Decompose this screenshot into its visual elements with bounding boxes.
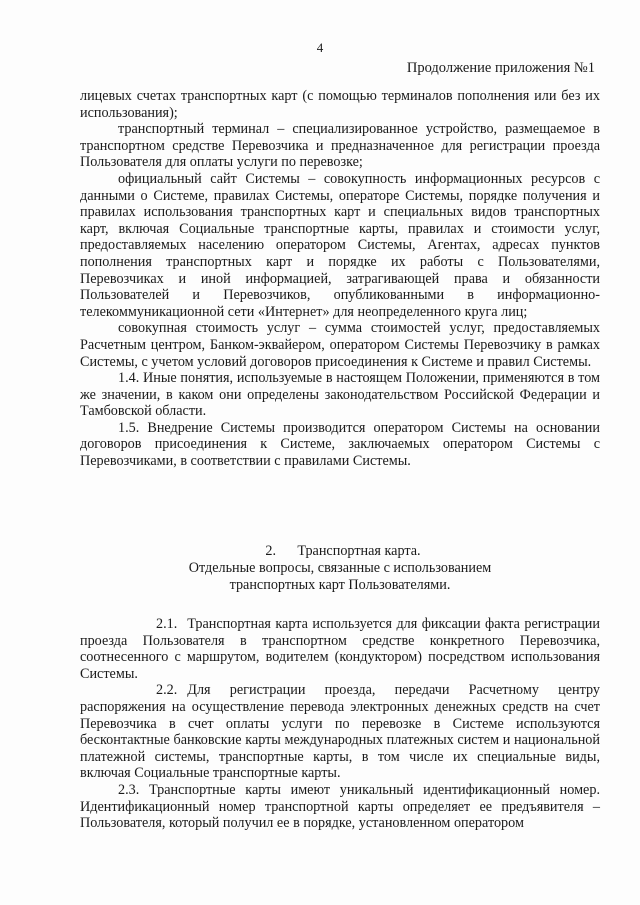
clause-number: 2.3. — [118, 781, 140, 798]
section-2-title-line1 — [80, 543, 600, 560]
clause-number: 2.1. — [156, 616, 178, 632]
appendix-continuation-note: Продолжение приложения №1 — [406, 60, 595, 76]
clause-text: Транспортные карты имеют уникальный идентификационный номер. Идентификационный номер транспортной карты определяет ее предъявителя – Пользователя, который получил ее в порядке, установленном оператором — [80, 781, 600, 832]
section-2-title-line2: Отдельные вопросы, связанные с использованием — [188, 560, 492, 576]
paragraph-terminal-accounts: лицевых счетах транспортных карт (с помощью терминалов пополнения или без их использования); — [80, 88, 600, 121]
clause-text: Транспортная карта используется для фиксации факта регистрации проезда Пользователя в транспортном средстве конкретного Перевозчика, соотнесенного с маршрутом, водителем (кондуктором) посредством использования Системы. — [80, 616, 600, 682]
paragraph-total-cost: совокупная стоимость услуг – сумма стоимостей услуг, предоставляемых Расчетным центром, Банком-эквайером, оператором Системы Перевозчику в рамках Системы, с учетом условий договоров присоединения к Системе и правил Системы. — [80, 320, 600, 370]
clause-2-2 — [80, 682, 600, 782]
paragraph-clause-1-5: 1.5. Внедрение Системы производится оператором Системы на основании договоров присоединения к Системе, заключаемых оператором Системы с Перевозчиками, в соответствии с правилами Системы. — [80, 419, 600, 470]
clause-number: 2.2. — [156, 682, 178, 699]
clause-2-1 — [80, 616, 600, 682]
section-2-heading — [80, 543, 600, 594]
paragraph-official-site: официальный сайт Системы – совокупность информационных ресурсов с данными о Системе, правилах Системы, операторе Системы, порядке получения и правилах использования транспортных карт и специальных видов транспортных карт, включая Социальные транспортные карты, правилах и стоимости услуг, предоставляемых населению оператором Системы, Агентах, адресах пунктов пополнения транспортных карт и порядке их работы с Пользователями, Перевозчиках и иной информацией, затрагивающей права и обязанности Пользователей и Перевозчиков, опубликованными в информационно-телекоммуникационной сети «Интернет» для неопределенного круга лиц; — [80, 170, 600, 320]
clause-2-3 — [80, 782, 600, 832]
section-title-part1: Транспортная карта. — [297, 543, 421, 559]
definitions-block — [80, 88, 600, 470]
section-2-body — [80, 616, 600, 832]
paragraph-transport-terminal: транспортный терминал – специализированное устройство, размещаемое в транспортном средстве Перевозчика и предназначенное для регистрации проезда Пользователя для оплаты услуги по перевозке; — [80, 121, 600, 171]
paragraph-clause-1-4: 1.4. Иные понятия, используемые в настоящем Положении, применяются в том же значении, в каком они определены законодательством Российской Федерации и Тамбовской области. — [80, 370, 600, 420]
section-number: 2. — [265, 543, 277, 559]
section-2-title-line3: транспортных карт Пользователями. — [229, 577, 451, 593]
page-number: 4 — [316, 40, 324, 55]
clause-text: Для регистрации проезда, передачи Расчетному центру распоряжения на осуществление перевода электронных денежных средств на счет Перевозчика в счет оплаты услуги по перевозке в Системе используются бесконтактные банковские карты международных платежных систем и национальной платежной системы, транспортные карты, в том числе их специальные виды, включая Социальные транспортные карты. — [80, 682, 600, 782]
